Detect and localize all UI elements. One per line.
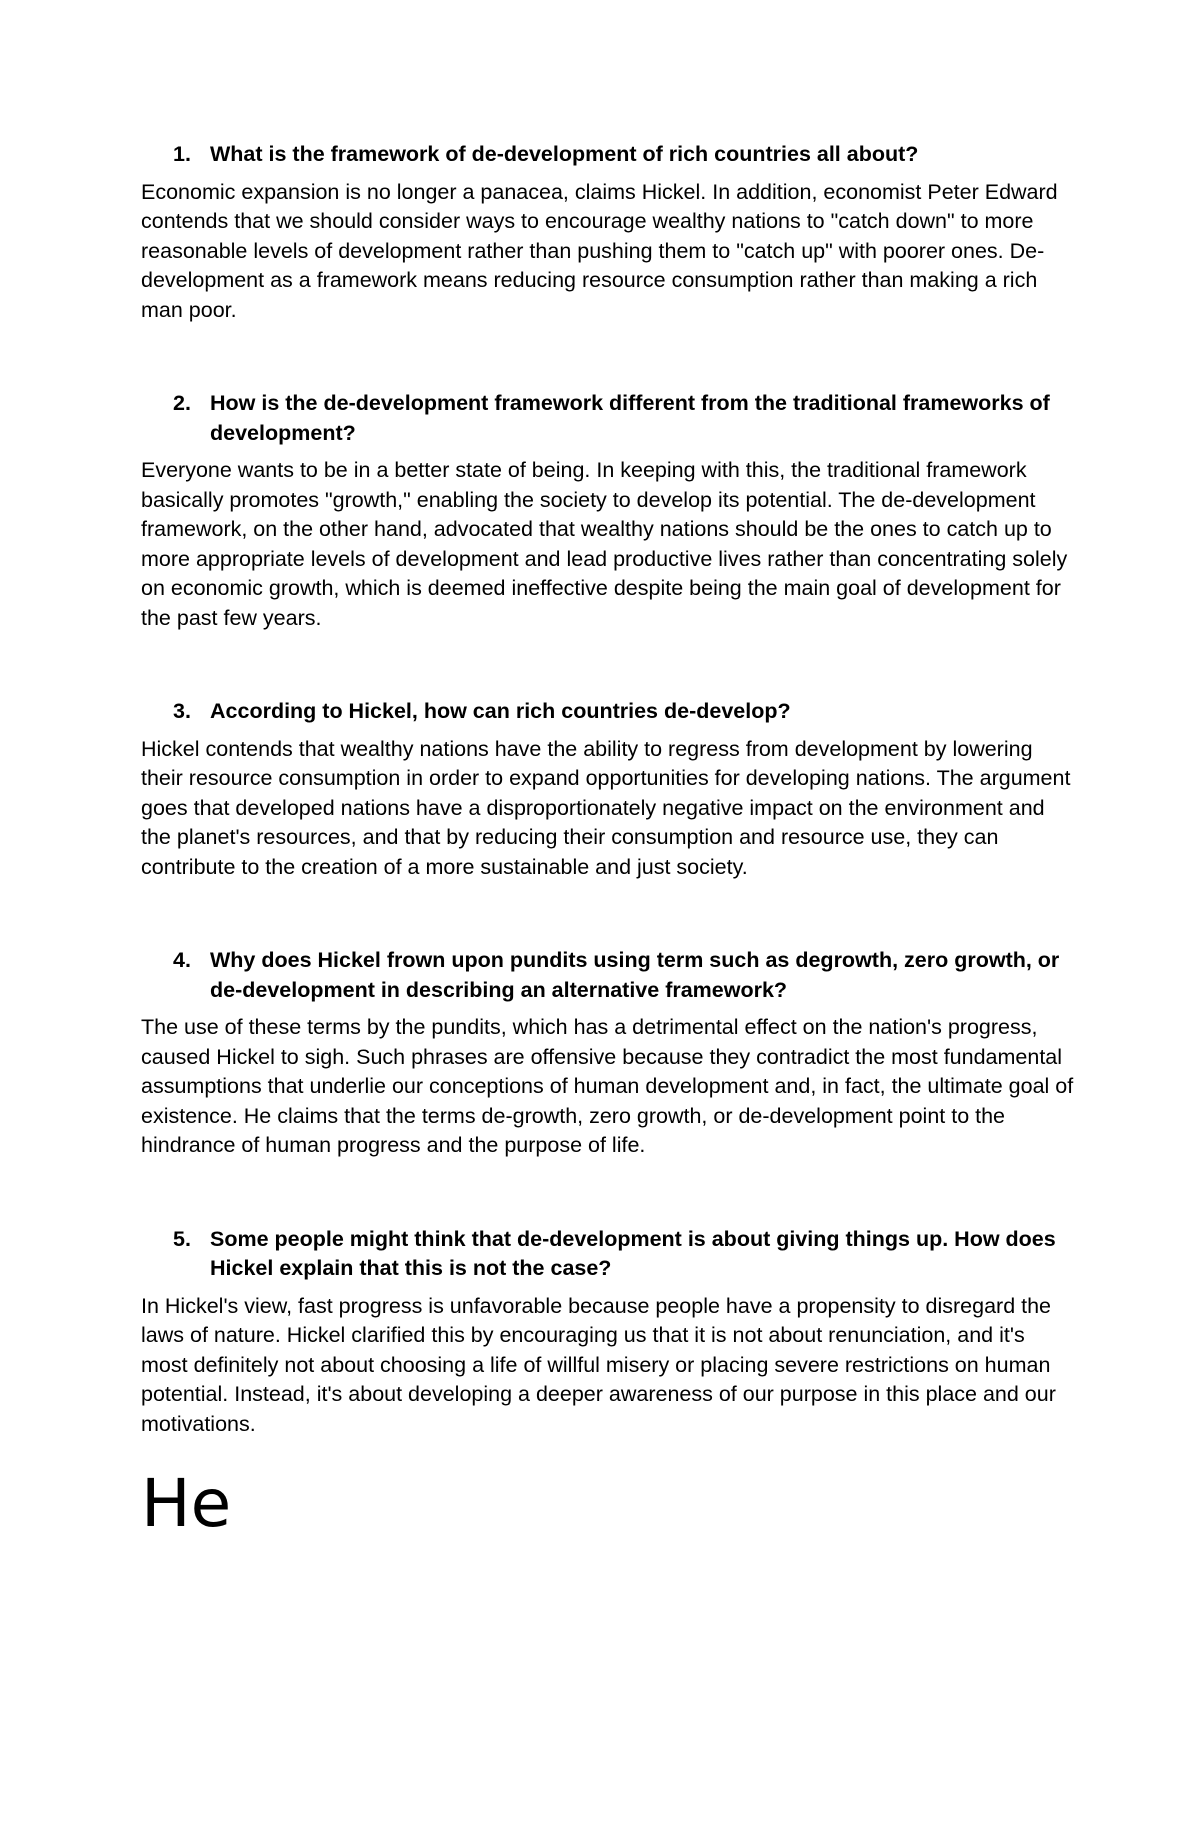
question-number: 3. — [173, 699, 191, 723]
question-heading — [141, 1225, 1076, 1284]
answer-paragraph: Everyone wants to be in a better state of being. In keeping with this, the traditional framework basically promotes "growth," enabling the society to develop its potential. The de-development framework, on the other hand, advocated that wealthy nations should be the ones to catch up to more appropriate levels of development and lead productive lives rather than concentrating solely on economic growth, which is deemed ineffective despite being the main goal of development for the past few years. — [141, 458, 1068, 630]
question-heading — [141, 946, 1076, 1005]
qa-item-2 — [141, 389, 1076, 633]
question-text: Why does Hickel frown upon pundits using term such as degrowth, zero growth, or de-development in describing an alternative framework? — [210, 948, 1060, 1002]
question-number: 1. — [173, 142, 191, 166]
qa-item-5 — [141, 1225, 1076, 1440]
question-text: According to Hickel, how can rich countries de-develop? — [210, 699, 791, 723]
answer-paragraph: In Hickel's view, fast progress is unfavorable because people have a propensity to disregard the laws of nature. Hickel clarified this by encouraging us that it is not about renunciation, and it's most definitely not about choosing a life of willful misery or placing severe restrictions on human potential. Instead, it's about developing a deeper awareness of our purpose in this place and our motivations. — [141, 1293, 1056, 1436]
answer-paragraph: The use of these terms by the pundits, which has a detrimental effect on the nation's progress, caused Hickel to sigh. Such phrases are offensive because they contradict the most fundamental assumptions that underlie our conceptions of human development and, in fact, the ultimate goal of existence. He claims that the terms de-growth, zero growth, or de-development point to the hindrance of human progress and the purpose of life. — [141, 1015, 1074, 1157]
answer-paragraph: Economic expansion is no longer a panacea, claims Hickel. In addition, economist Peter Edward contends that we should consider ways to encourage wealthy nations to "catch down" to more reasonable levels of development rather than pushing them to "catch up" with poorer ones. De-development as a framework means reducing resource consumption rather than making a rich man poor. — [141, 179, 1058, 322]
question-text: What is the framework of de-development of rich countries all about? — [210, 142, 919, 166]
answer-paragraph: Hickel contends that wealthy nations have the ability to regress from development by lowering their resource consumption in order to expand opportunities for developing nations. The argument goes that developed nations have a disproportionately negative impact on the environment and the planet's resources, and that by reducing their consumption and resource use, they can contribute to the creation of a more sustainable and just society. — [141, 736, 1071, 879]
question-heading — [141, 697, 1076, 727]
question-text: How is the de-development framework different from the traditional frameworks of development? — [210, 391, 1050, 445]
question-heading — [141, 140, 1076, 170]
trailing-text: He — [141, 1465, 232, 1542]
question-number: 4. — [173, 948, 191, 972]
qa-item-4 — [141, 946, 1076, 1161]
question-number: 2. — [173, 391, 191, 415]
question-heading — [141, 389, 1076, 448]
question-text: Some people might think that de-development is about giving things up. How does Hickel explain that this is not the case? — [210, 1226, 1056, 1280]
qa-item-1 — [141, 140, 1076, 325]
question-number: 5. — [173, 1226, 191, 1251]
qa-item-3 — [141, 697, 1076, 882]
document-content — [141, 140, 1076, 1542]
